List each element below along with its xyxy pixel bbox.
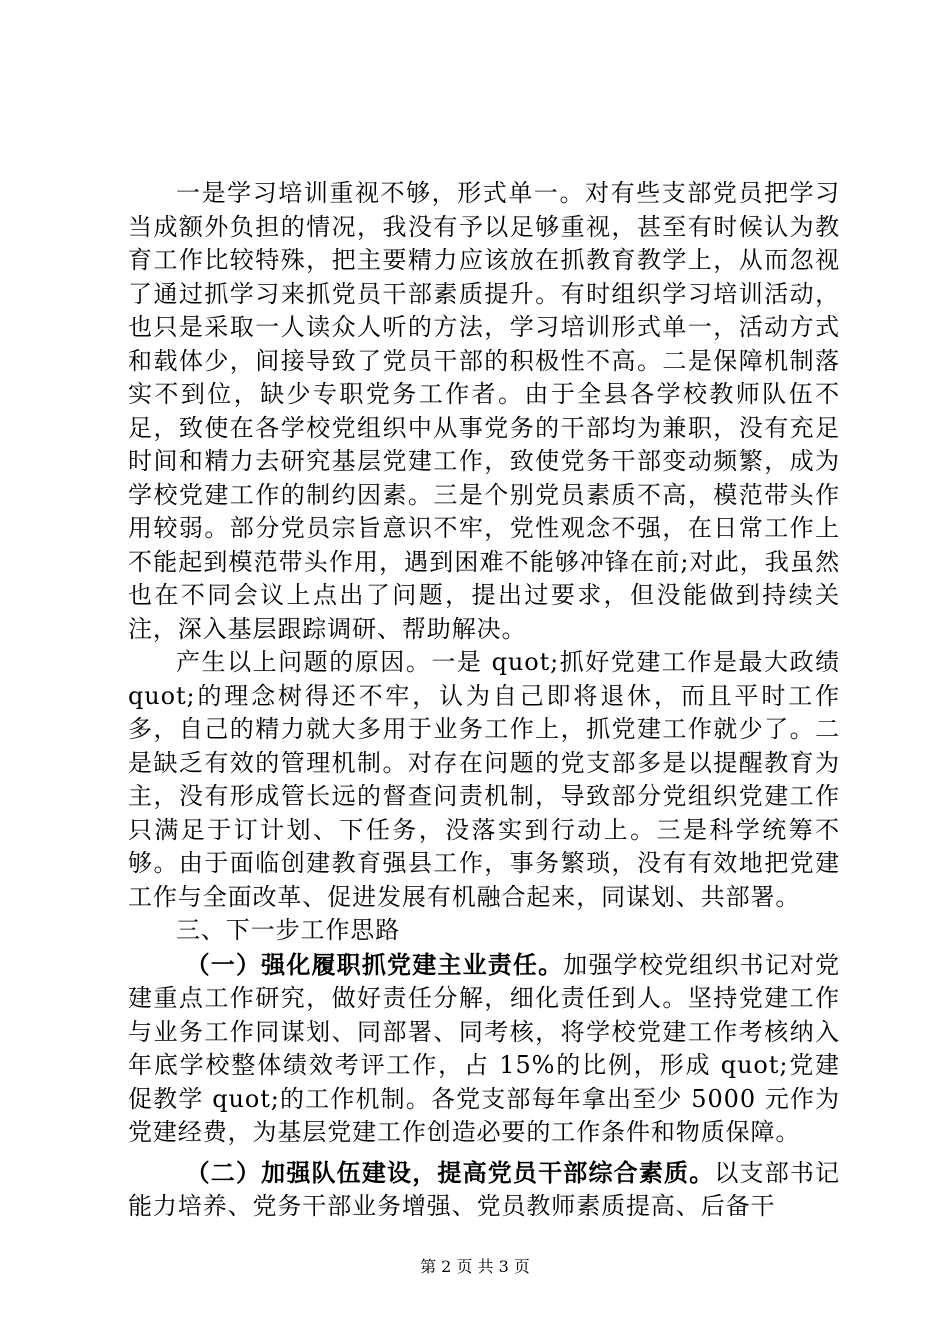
paragraph-causes: 产生以上问题的原因。一是 quot;抓好党建工作是最大政绩 quot;的理念树得还不牢，认为自己即将退休，而且平时工作多，自己的精力就大多用于业务工作上，抓党建工作就少了。二是缺乏有效的管理机制。对存在问题的党支部多是以提醒教育为主，没有形成管长远的督查问责机制，导致部分党组织党建工作只满足于订计划、下任务，没落实到行动上。三是科学统筹不够。由于面临创建教育强县工作，事务繁琐，没有有效地把党建工作与全面改革、促进发展有机融合起来，同谋划、共部署。 xyxy=(128,648,840,911)
subheading-team-building: （二）加强队伍建设，提高党员干部综合素质。 xyxy=(185,1157,715,1187)
section-heading-next-steps: 三、下一步工作思路 xyxy=(176,916,401,944)
paragraph-team-building-text: 以支部书记能力培养、党务干部业务增强、党员教师素质提高、后备干 xyxy=(128,1158,840,1220)
body-text xyxy=(128,177,840,1224)
paragraph-responsibility-text: 加强学校党组织书记对党建重点工作研究，做好责任分解，细化责任到人。坚持党建工作与业务工作同谋划、同部署、同考核，将学校党建工作考核纳入年底学校整体绩效考评工作，占 15%的比例，形成 quot;党建促教学 quot;的工作机制。各党支部每年拿出至少 5000 元作为党建经费，为基层党建工作创造必要的工作条件和物质保障。 xyxy=(128,950,840,1146)
paragraph-team-building xyxy=(128,1156,840,1224)
paragraph-problems: 一是学习培训重视不够，形式单一。对有些支部党员把学习当成额外负担的情况，我没有予以足够重视，甚至有时候认为教育工作比较特殊，把主要精力应该放在抓教育教学上，从而忽视了通过抓学习来抓党员干部素质提升。有时组织学习培训活动，也只是采取一人读众人听的方法，学习培训形式单一，活动方式和载体少，间接导致了党员干部的积极性不高。二是保障机制落实不到位，缺少专职党务工作者。由于全县各学校教师队伍不足，致使在各学校党组织中从事党务的干部均为兼职，没有充足时间和精力去研究基层党建工作，致使党务干部变动频繁，成为学校党建工作的制约因素。三是个别党员素质不高，模范带头作用较弱。部分党员宗旨意识不牢，党性观念不强，在日常工作上不能起到模范带头作用，遇到困难不能够冲锋在前;对此，我虽然也在不同会议上点出了问题，提出过要求，但没能做到持续关注，深入基层跟踪调研、帮助解决。 xyxy=(128,179,840,643)
paragraph-responsibility xyxy=(128,948,840,1150)
page-footer: 第 2 页 共 3 页 xyxy=(420,1257,530,1276)
subheading-responsibility: （一）强化履职抓党建主业责任。 xyxy=(185,949,564,979)
